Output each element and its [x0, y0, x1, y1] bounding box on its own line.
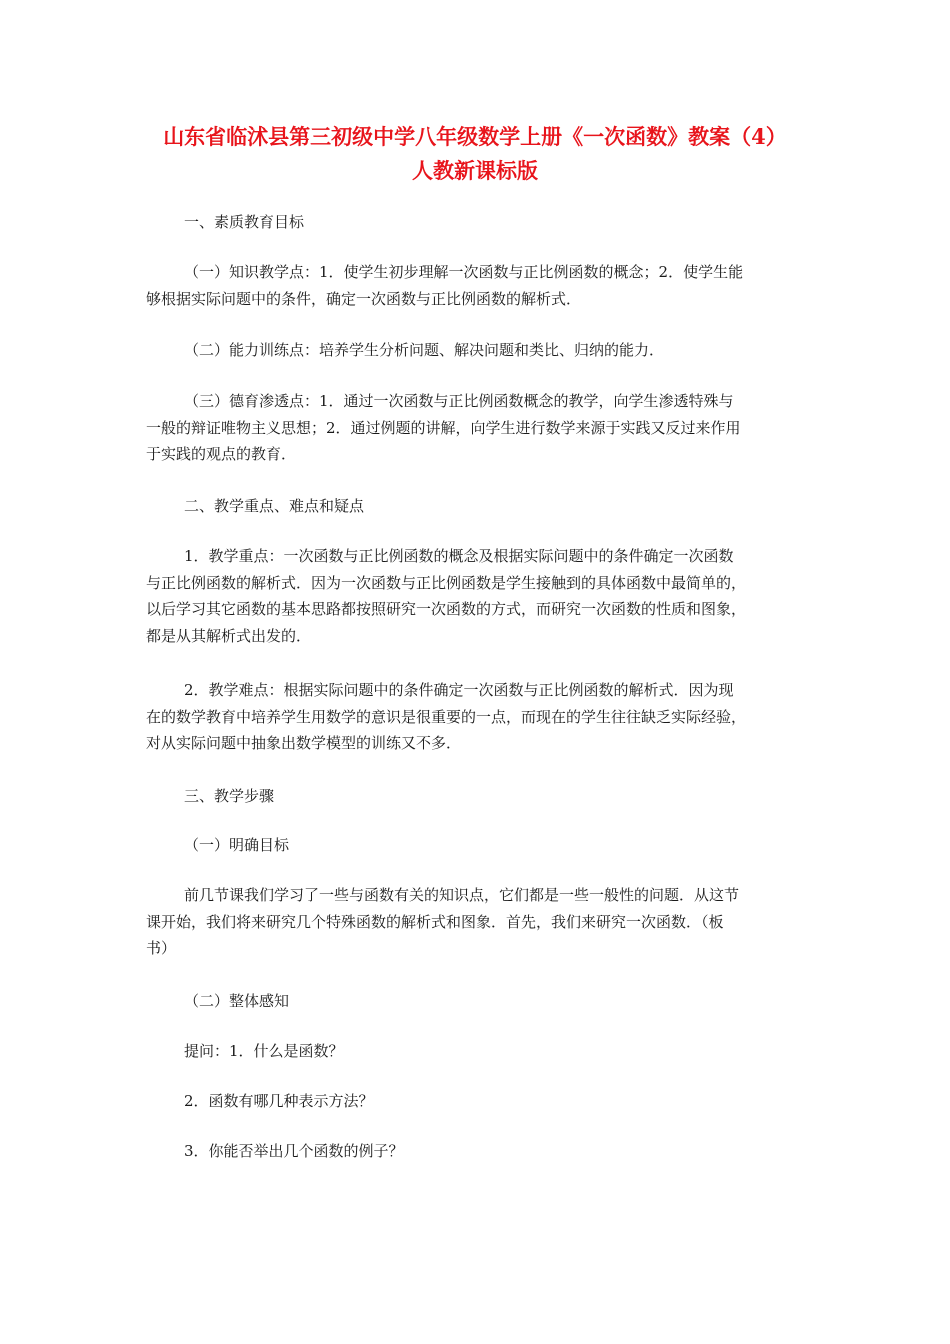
text-line: 在的数学教育中培养学生用数学的意识是很重要的一点，而现在的学生往往缺乏实际经验，: [146, 707, 747, 726]
text-line: 课开始，我们将来研究几个特殊函数的解析式和图象．首先，我们来研究一次函数．（板: [146, 912, 724, 931]
text-line: （一）知识教学点：1．使学生初步理解一次函数与正比例函数的概念；2．使学生能: [184, 263, 744, 281]
question-2: 2．函数有哪几种表示方法？: [184, 1092, 374, 1110]
paragraph-introduction: [146, 882, 806, 962]
section-heading-objectives: 一、素质教育目标: [184, 213, 305, 231]
text-line: 一般的辩证唯物主义思想；2．通过例题的讲解，向学生进行数学来源于实践又反过来作用: [146, 418, 741, 437]
paragraph-knowledge-points: [146, 259, 806, 312]
text-line: 2．教学难点：根据实际问题中的条件确定一次函数与正比例函数的解析式．因为现: [184, 681, 734, 699]
text-line: 对从实际问题中抽象出数学模型的训练又不多．: [146, 734, 462, 752]
paragraph-teaching-difficulty: [146, 677, 806, 757]
text-line: 与正比例函数的解析式．因为一次函数与正比例函数是学生接触到的具体函数中最简单的，: [146, 573, 747, 592]
document-title-line-2: 人教新课标版: [412, 158, 538, 183]
text-line: （三）德育渗透点：1．通过一次函数与正比例函数概念的教学，向学生渗透特殊与: [184, 392, 734, 410]
section-heading-teaching-steps: 三、教学步骤: [184, 787, 275, 805]
paragraph-moral-points: [146, 388, 806, 468]
text-line: 前几节课我们学习了一些与函数有关的知识点，它们都是一些一般性的问题．从这节: [184, 886, 740, 904]
section-heading-key-points: 二、教学重点、难点和疑点: [184, 497, 365, 515]
subheading-clear-goals: （一）明确目标: [184, 836, 290, 854]
question-1: 提问：1．什么是函数？: [184, 1042, 344, 1060]
question-3: 3．你能否举出几个函数的例子？: [184, 1142, 404, 1160]
text-line: 够根据实际问题中的条件，确定一次函数与正比例函数的解析式．: [146, 289, 582, 308]
text-line: 以后学习其它函数的基本思路都按照研究一次函数的方式，而研究一次函数的性质和图象，: [146, 600, 747, 618]
text-line: 于实践的观点的教育．: [146, 445, 297, 463]
text-line: 书）: [146, 939, 177, 957]
text-line: 都是从其解析式出发的．: [146, 626, 312, 645]
subheading-overall-perception: （二）整体感知: [184, 992, 290, 1010]
text-line: 1．教学重点：一次函数与正比例函数的概念及根据实际问题中的条件确定一次函数: [184, 547, 734, 565]
paragraph-teaching-focus: [146, 543, 806, 649]
document-title-line-1: 山东省临沭县第三初级中学八年级数学上册《一次函数》教案（4）: [163, 124, 787, 149]
paragraph-ability-points: （二）能力训练点：培养学生分析问题、解决问题和类比、归纳的能力．: [184, 341, 665, 359]
